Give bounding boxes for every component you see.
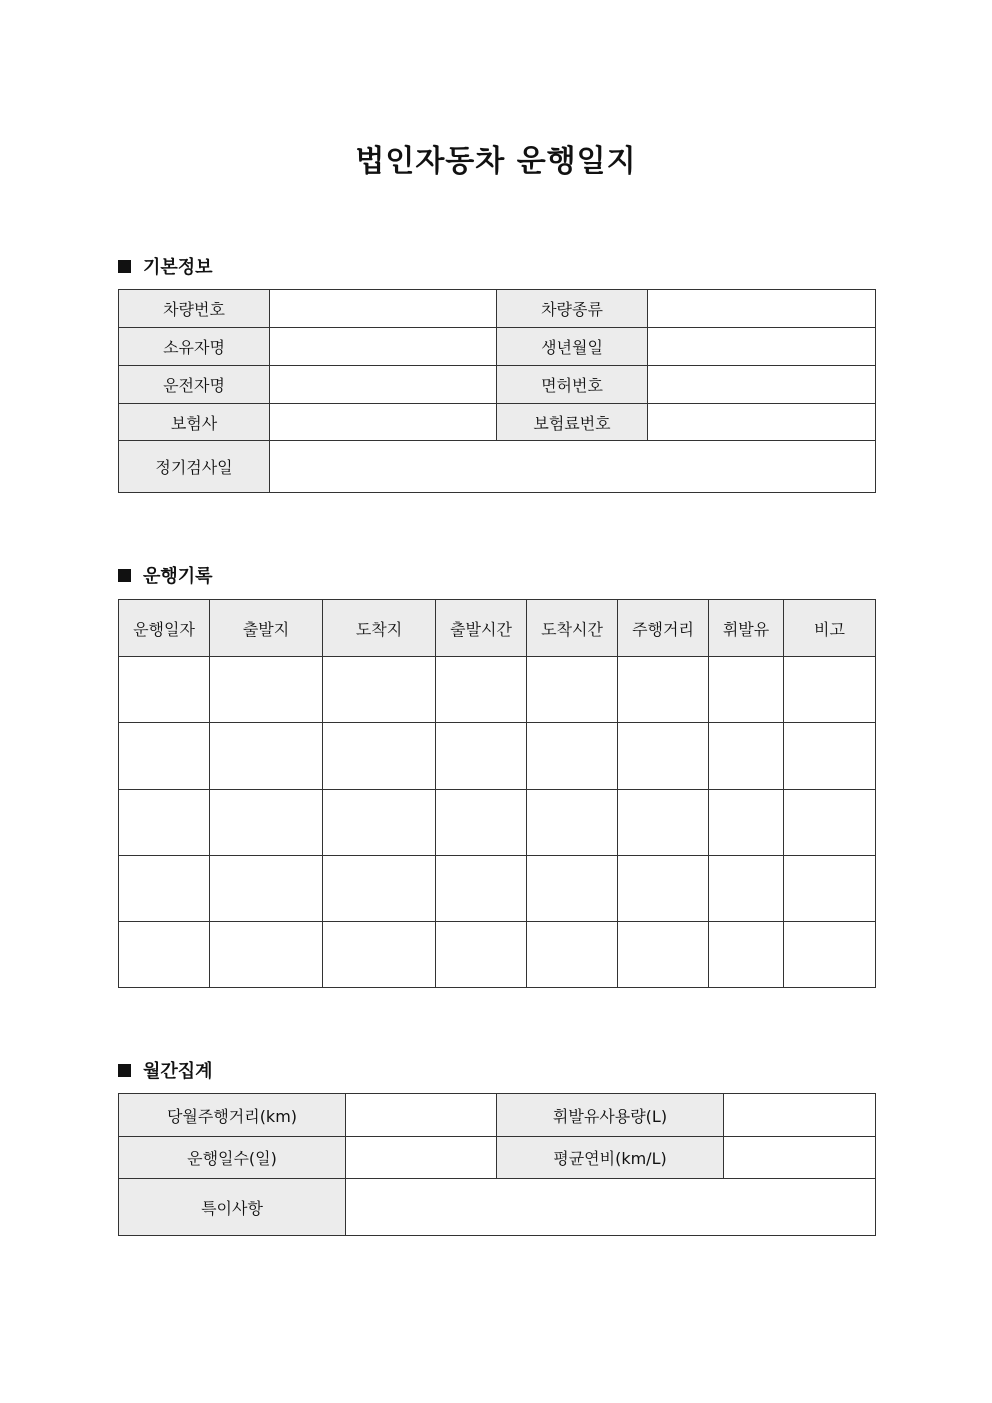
table-cell[interactable] <box>119 922 210 988</box>
table-cell[interactable] <box>323 856 436 922</box>
table-row <box>119 657 876 723</box>
column-header: 도착시간 <box>527 600 618 657</box>
column-header: 주행거리 <box>618 600 709 657</box>
owner-name-label: 소유자명 <box>119 328 270 366</box>
table-cell[interactable] <box>119 856 210 922</box>
avg-efficiency-field[interactable] <box>724 1137 876 1179</box>
table-cell[interactable] <box>210 856 323 922</box>
vehicle-number-field[interactable] <box>270 290 497 328</box>
table-cell[interactable] <box>436 657 527 723</box>
table-cell[interactable] <box>323 790 436 856</box>
monthly-summary-table <box>118 1093 876 1236</box>
table-cell[interactable] <box>784 856 876 922</box>
table-row <box>119 1137 876 1179</box>
driver-name-field[interactable] <box>270 366 497 404</box>
table-cell[interactable] <box>784 922 876 988</box>
column-header: 비고 <box>784 600 876 657</box>
table-cell[interactable] <box>119 790 210 856</box>
column-header: 운행일자 <box>119 600 210 657</box>
table-cell[interactable] <box>436 922 527 988</box>
page-title: 법인자동차 운행일지 <box>355 144 637 179</box>
insurer-field[interactable] <box>270 404 497 441</box>
inspection-date-label: 정기검사일 <box>119 441 270 493</box>
table-row <box>119 441 876 493</box>
table-row <box>119 404 876 441</box>
table-row <box>119 1094 876 1137</box>
table-cell[interactable] <box>527 922 618 988</box>
owner-name-field[interactable] <box>270 328 497 366</box>
avg-efficiency-label: 평균연비(km/L) <box>497 1137 724 1179</box>
driving-days-field[interactable] <box>346 1137 497 1179</box>
remarks-field[interactable] <box>346 1179 876 1236</box>
monthly-summary-heading-text: 월간집계 <box>143 1061 213 1082</box>
vehicle-type-field[interactable] <box>648 290 876 328</box>
fuel-usage-field[interactable] <box>724 1094 876 1137</box>
table-cell[interactable] <box>210 723 323 790</box>
table-row <box>119 856 876 922</box>
table-cell[interactable] <box>709 723 784 790</box>
table-cell[interactable] <box>784 657 876 723</box>
driving-log-heading <box>118 562 213 588</box>
table-cell[interactable] <box>119 723 210 790</box>
vehicle-number-label: 차량번호 <box>119 290 270 328</box>
table-cell[interactable] <box>436 790 527 856</box>
basic-info-heading <box>118 253 213 279</box>
driving-days-label: 운행일수(일) <box>119 1137 346 1179</box>
driver-name-label: 운전자명 <box>119 366 270 404</box>
table-row <box>119 328 876 366</box>
table-row <box>119 790 876 856</box>
table-cell[interactable] <box>784 723 876 790</box>
monthly-summary-heading <box>118 1057 213 1083</box>
table-cell[interactable] <box>784 790 876 856</box>
table-cell[interactable] <box>709 922 784 988</box>
column-header: 출발지 <box>210 600 323 657</box>
table-cell[interactable] <box>618 657 709 723</box>
table-cell[interactable] <box>618 723 709 790</box>
driving-log-table <box>118 599 876 988</box>
table-cell[interactable] <box>709 856 784 922</box>
square-bullet-icon <box>118 569 131 582</box>
table-cell[interactable] <box>436 856 527 922</box>
license-number-label: 면허번호 <box>497 366 648 404</box>
table-cell[interactable] <box>436 723 527 790</box>
table-row <box>119 366 876 404</box>
table-cell[interactable] <box>527 657 618 723</box>
insurance-number-field[interactable] <box>648 404 876 441</box>
insurer-label: 보험사 <box>119 404 270 441</box>
square-bullet-icon <box>118 1064 131 1077</box>
insurance-number-label: 보험료번호 <box>497 404 648 441</box>
table-cell[interactable] <box>618 856 709 922</box>
birth-date-field[interactable] <box>648 328 876 366</box>
table-row <box>119 1179 876 1236</box>
table-cell[interactable] <box>119 657 210 723</box>
table-cell[interactable] <box>323 657 436 723</box>
column-header: 휘발유 <box>709 600 784 657</box>
table-row <box>119 290 876 328</box>
table-cell[interactable] <box>323 723 436 790</box>
table-row <box>119 922 876 988</box>
basic-info-table <box>118 289 876 493</box>
fuel-usage-label: 휘발유사용량(L) <box>497 1094 724 1137</box>
driving-log-heading-text: 운행기록 <box>143 566 213 587</box>
table-cell[interactable] <box>210 922 323 988</box>
table-cell[interactable] <box>210 790 323 856</box>
column-header: 출발시간 <box>436 600 527 657</box>
table-cell[interactable] <box>527 856 618 922</box>
table-cell[interactable] <box>618 922 709 988</box>
table-row <box>119 723 876 790</box>
vehicle-type-label: 차량종류 <box>497 290 648 328</box>
birth-date-label: 생년월일 <box>497 328 648 366</box>
table-cell[interactable] <box>709 657 784 723</box>
square-bullet-icon <box>118 260 131 273</box>
remarks-label: 특이사항 <box>119 1179 346 1236</box>
monthly-distance-field[interactable] <box>346 1094 497 1137</box>
table-cell[interactable] <box>709 790 784 856</box>
table-cell[interactable] <box>527 723 618 790</box>
table-header-row <box>119 600 876 657</box>
column-header: 도착지 <box>323 600 436 657</box>
table-cell[interactable] <box>618 790 709 856</box>
table-cell[interactable] <box>210 657 323 723</box>
basic-info-heading-text: 기본정보 <box>143 257 213 278</box>
table-cell[interactable] <box>323 922 436 988</box>
monthly-distance-label: 당월주행거리(km) <box>119 1094 346 1137</box>
inspection-date-field[interactable] <box>270 441 876 493</box>
license-number-field[interactable] <box>648 366 876 404</box>
table-cell[interactable] <box>527 790 618 856</box>
